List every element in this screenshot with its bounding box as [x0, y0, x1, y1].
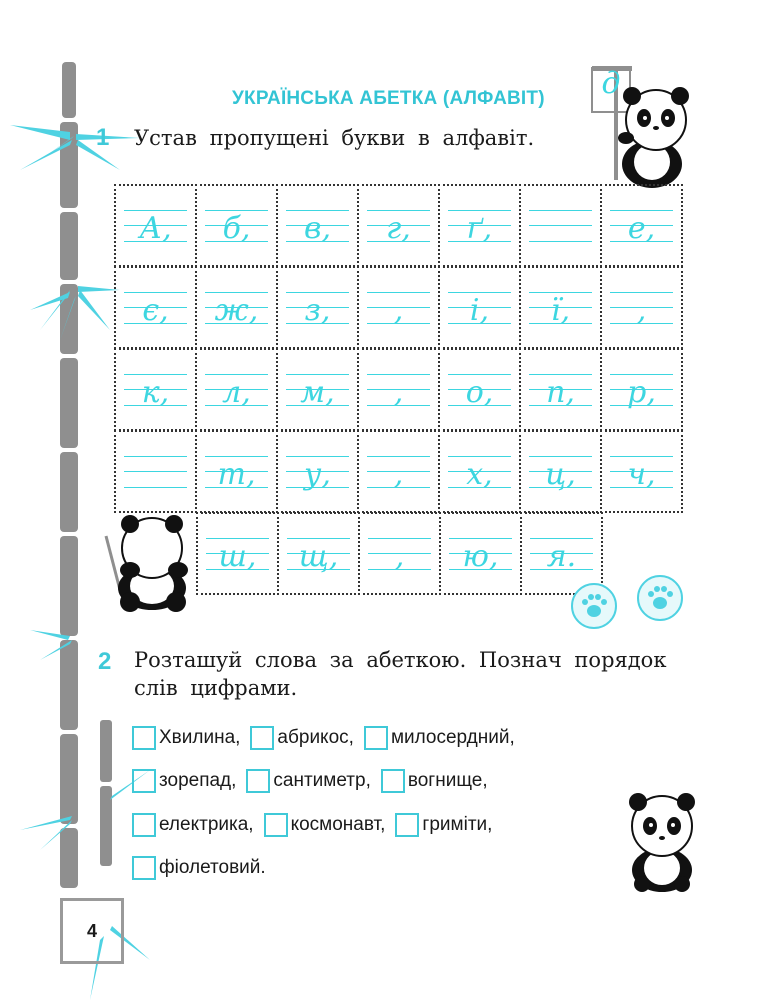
order-number-box[interactable]	[132, 726, 156, 750]
page-number: 4	[86, 920, 97, 941]
letter-cell[interactable]: е,	[600, 184, 683, 267]
letter-cell[interactable]: х,	[438, 430, 521, 513]
word-row-2	[132, 769, 498, 793]
alphabet-grid-row-5	[196, 512, 601, 595]
order-number-box[interactable]	[250, 726, 274, 750]
order-number-box[interactable]	[381, 769, 405, 793]
page-number-frame	[60, 898, 124, 964]
alphabet-grid-row-1	[114, 184, 681, 267]
letter-cell[interactable]: і,	[438, 266, 521, 349]
word-label: гриміти,	[422, 814, 493, 835]
flag-letter: д	[601, 66, 621, 101]
order-number-box[interactable]	[364, 726, 388, 750]
letter-cell[interactable]: р,	[600, 348, 683, 431]
letter-cell[interactable]: з,	[276, 266, 359, 349]
letter-cell[interactable]: у,	[276, 430, 359, 513]
word-label: Хвилина,	[159, 727, 241, 748]
letter-cell[interactable]: г,	[357, 184, 440, 267]
letter-cell[interactable]: ґ,	[438, 184, 521, 267]
word-row-1	[132, 726, 525, 750]
letter-cell[interactable]: я.	[520, 512, 603, 595]
letter-cell[interactable]: ї,	[519, 266, 602, 349]
letter-cell[interactable]: в,	[276, 184, 359, 267]
letter-cell[interactable]: щ,	[277, 512, 360, 595]
letter-cell[interactable]: ,	[357, 430, 440, 513]
letter-cell[interactable]: ,	[358, 512, 441, 595]
alphabet-grid-row-4	[114, 430, 681, 513]
letter-cell[interactable]: ц,	[519, 430, 602, 513]
paw-print-icon	[636, 574, 684, 622]
alphabet-grid-row-3	[114, 348, 681, 431]
letter-cell[interactable]: є,	[114, 266, 197, 349]
task-1-number: 1	[96, 124, 110, 151]
letter-cell[interactable]: л,	[195, 348, 278, 431]
letter-cell[interactable]: ,	[600, 266, 683, 349]
letter-cell[interactable]: ю,	[439, 512, 522, 595]
letter-cell[interactable]: ш,	[196, 512, 279, 595]
word-label: вогнище,	[407, 770, 488, 791]
letter-cell[interactable]: м,	[276, 348, 359, 431]
letter-cell[interactable]: ,	[357, 348, 440, 431]
order-number-box[interactable]	[132, 769, 156, 793]
letter-cell[interactable]: ж,	[195, 266, 278, 349]
letter-cell[interactable]	[114, 430, 197, 513]
letter-cell[interactable]: ,	[357, 266, 440, 349]
page-title: УКРАЇНСЬКА АБЕТКА (АЛФАВІТ)	[232, 88, 545, 109]
paw-print-icon	[570, 582, 618, 630]
letter-cell[interactable]: б,	[195, 184, 278, 267]
task-2-instruction-line-2: слів цифрами.	[134, 676, 298, 700]
task-2-number: 2	[98, 648, 112, 675]
order-number-box[interactable]	[132, 813, 156, 837]
word-label: абрикос,	[277, 727, 354, 748]
word-label: сантиметр,	[273, 770, 371, 791]
letter-cell[interactable]: ч,	[600, 430, 683, 513]
word-row-3	[132, 813, 502, 837]
order-number-box[interactable]	[246, 769, 270, 793]
order-number-box[interactable]	[395, 813, 419, 837]
order-number-box[interactable]	[264, 813, 288, 837]
letter-cell[interactable]: к,	[114, 348, 197, 431]
order-number-box[interactable]	[132, 856, 156, 880]
word-row-4	[132, 856, 276, 880]
letter-cell[interactable]: о,	[438, 348, 521, 431]
letter-cell[interactable]	[519, 184, 602, 267]
letter-cell[interactable]: А,	[114, 184, 197, 267]
task-2-instruction-line-1: Розташуй слова за абеткою. Познач порядок	[134, 648, 667, 672]
word-label: космонавт,	[290, 814, 386, 835]
panda-sitting-illustration	[100, 510, 204, 614]
letter-cell[interactable]: п,	[519, 348, 602, 431]
word-label: милосердний,	[390, 727, 515, 748]
alphabet-grid-row-2	[114, 266, 681, 349]
word-label: електрика,	[159, 814, 254, 835]
panda-bottom-illustration	[622, 790, 702, 894]
word-label: зорепад,	[159, 770, 237, 791]
letter-cell[interactable]: т,	[195, 430, 278, 513]
task-1-instruction: Устав пропущені букви в алфавіт.	[134, 126, 535, 150]
word-label: фіолетовий.	[159, 857, 266, 878]
